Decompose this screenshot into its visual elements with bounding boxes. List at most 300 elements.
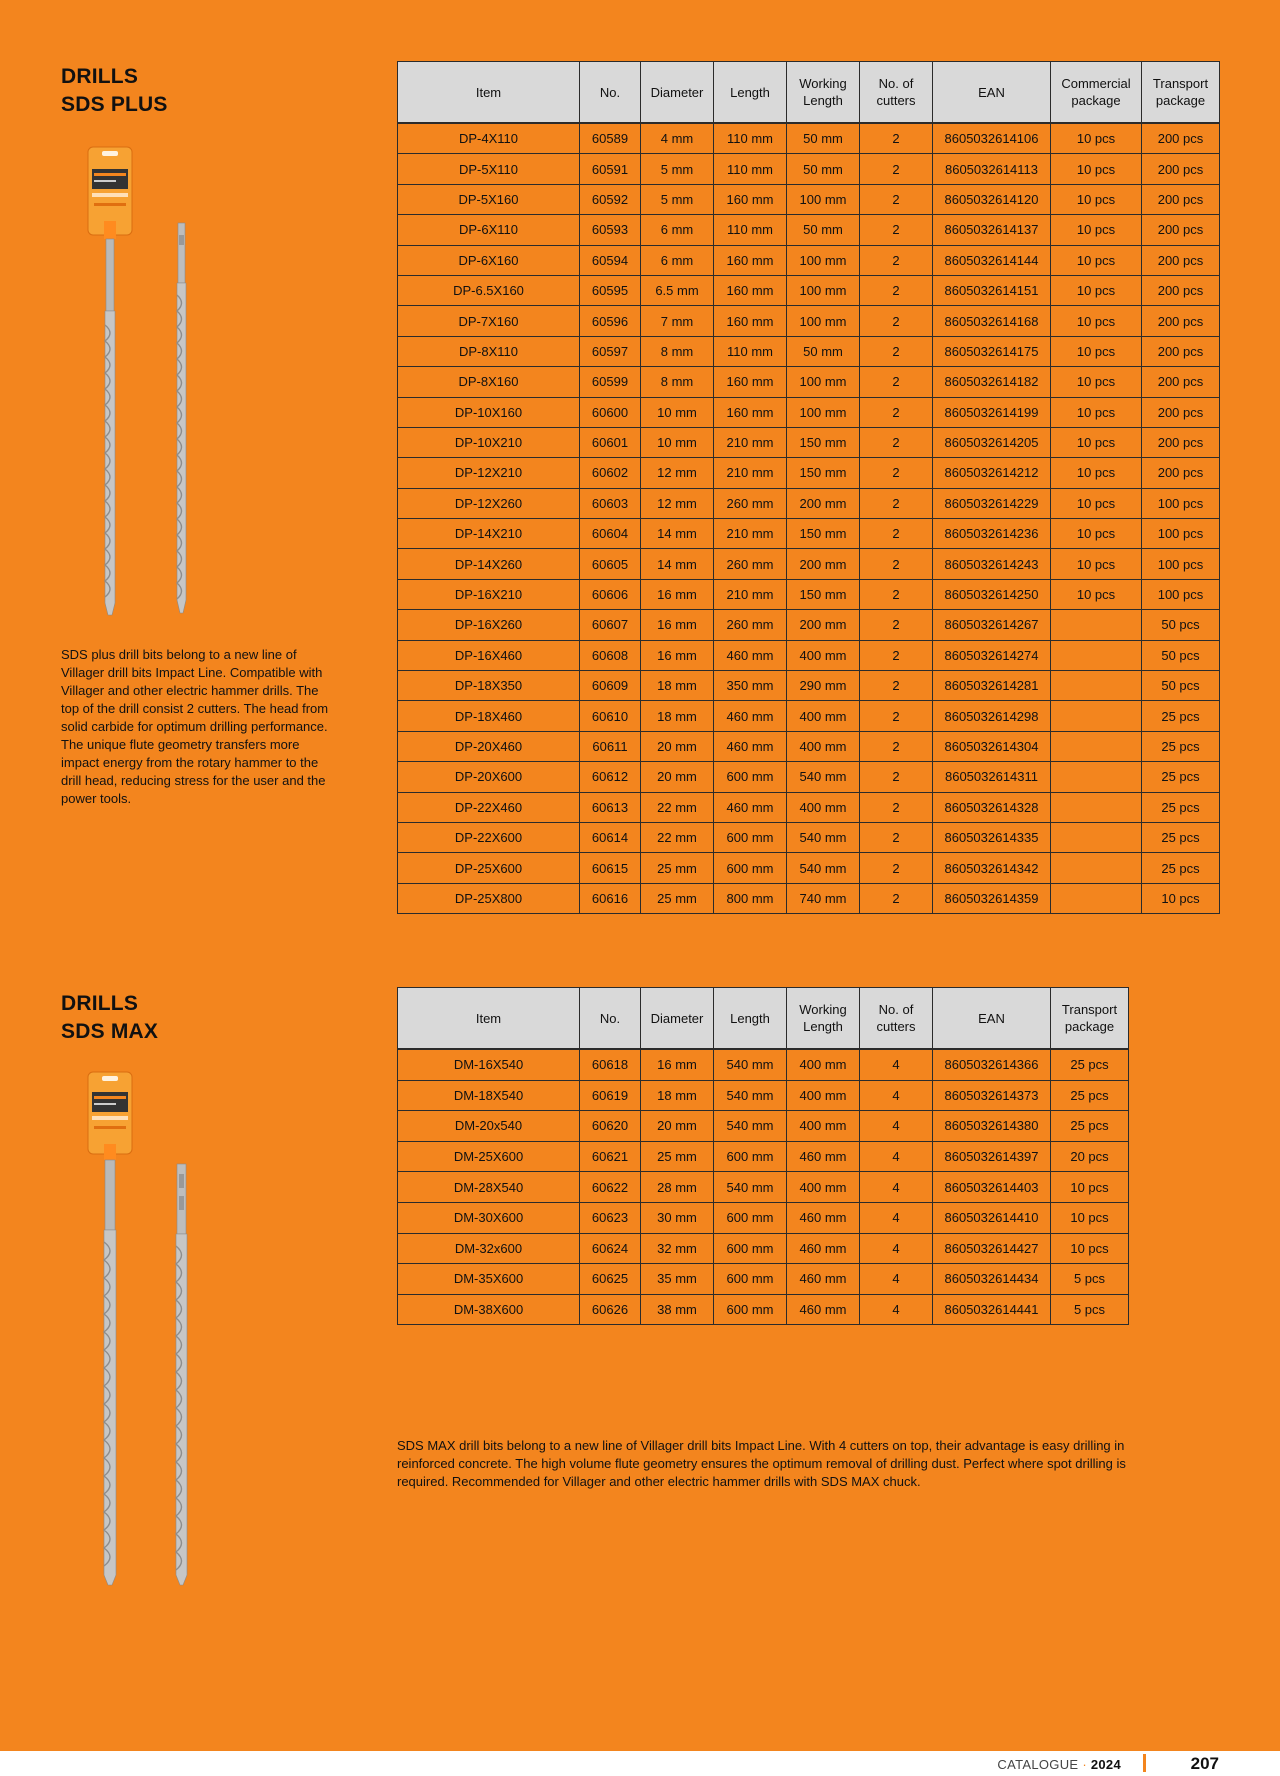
sds-max-table-row xyxy=(398,1080,1129,1111)
sds-plus-table-cell: 460 mm xyxy=(714,701,787,731)
sds-plus-table-cell: 8 mm xyxy=(641,336,714,366)
sds-plus-table-cell: 8605032614106 xyxy=(933,123,1051,154)
sds-plus-table-cell: 14 mm xyxy=(641,519,714,549)
sds-plus-table-cell xyxy=(1051,853,1142,883)
sds-plus-column-header: Working Length xyxy=(787,62,860,124)
sds-plus-table-row xyxy=(398,822,1220,852)
sds-max-column-header: Transport package xyxy=(1051,988,1129,1050)
sds-max-table-cell: 4 xyxy=(860,1080,933,1111)
sds-plus-table-cell: 110 mm xyxy=(714,215,787,245)
sds-max-table-cell: DM-18X540 xyxy=(398,1080,580,1111)
sds-plus-table-cell: 2 xyxy=(860,367,933,397)
sds-plus-table-cell: 16 mm xyxy=(641,579,714,609)
sds-max-title-line2: SDS MAX xyxy=(61,1020,159,1043)
sds-max-column-header: No. xyxy=(580,988,641,1050)
sds-plus-table-cell: 2 xyxy=(860,245,933,275)
sds-plus-table-cell: 60604 xyxy=(580,519,641,549)
sds-plus-table-cell: 10 pcs xyxy=(1051,184,1142,214)
sds-plus-table-cell: 8 mm xyxy=(641,367,714,397)
sds-plus-table-cell: 12 mm xyxy=(641,488,714,518)
sds-plus-table-cell: 50 mm xyxy=(787,154,860,184)
sds-plus-table-cell: 8605032614113 xyxy=(933,154,1051,184)
sds-plus-table-cell: 60609 xyxy=(580,671,641,701)
sds-plus-table-cell: 8605032614250 xyxy=(933,579,1051,609)
sds-plus-table-cell: 60614 xyxy=(580,822,641,852)
sds-plus-table-row xyxy=(398,579,1220,609)
drill-bit-image xyxy=(176,1164,187,1585)
sds-plus-table-cell: 60597 xyxy=(580,336,641,366)
sds-plus-table-row xyxy=(398,549,1220,579)
sds-plus-product-image xyxy=(84,145,204,620)
sds-plus-table-row xyxy=(398,458,1220,488)
sds-plus-table-body xyxy=(398,123,1220,914)
sds-plus-table-cell: 2 xyxy=(860,184,933,214)
sds-max-table-cell: 400 mm xyxy=(787,1172,860,1203)
sds-plus-table-cell: 60613 xyxy=(580,792,641,822)
sds-plus-table-cell: 50 mm xyxy=(787,123,860,154)
sds-plus-table-cell: 25 pcs xyxy=(1142,701,1220,731)
sds-plus-table xyxy=(397,61,1220,914)
sds-plus-table-cell: 60600 xyxy=(580,397,641,427)
sds-max-table-cell: DM-38X600 xyxy=(398,1294,580,1325)
sds-max-table-cell: DM-20x540 xyxy=(398,1111,580,1142)
sds-plus-table-cell: DP-25X600 xyxy=(398,853,580,883)
sds-max-table-cell: 60620 xyxy=(580,1111,641,1142)
sds-plus-table-row xyxy=(398,731,1220,761)
drill-bit-packaged-image xyxy=(88,147,132,615)
sds-max-table-cell: 38 mm xyxy=(641,1294,714,1325)
sds-plus-table-cell xyxy=(1051,671,1142,701)
sds-max-table-cell: 8605032614403 xyxy=(933,1172,1051,1203)
sds-max-table-cell: 20 mm xyxy=(641,1111,714,1142)
sds-plus-table-cell: 2 xyxy=(860,519,933,549)
sds-max-column-header: No. of cutters xyxy=(860,988,933,1050)
sds-plus-table-cell: 25 pcs xyxy=(1142,762,1220,792)
sds-max-table-cell: 600 mm xyxy=(714,1202,787,1233)
sds-max-table-cell: 4 xyxy=(860,1294,933,1325)
sds-max-table-row xyxy=(398,1264,1129,1295)
sds-max-table-cell: 540 mm xyxy=(714,1111,787,1142)
sds-plus-table-cell: DP-14X210 xyxy=(398,519,580,549)
sds-plus-table-cell: DP-16X260 xyxy=(398,610,580,640)
sds-max-table-cell: 4 xyxy=(860,1141,933,1172)
sds-max-table-cell: 540 mm xyxy=(714,1172,787,1203)
sds-max-table-cell: DM-30X600 xyxy=(398,1202,580,1233)
sds-plus-table-cell: 50 mm xyxy=(787,215,860,245)
sds-plus-table-cell: 8605032614311 xyxy=(933,762,1051,792)
sds-plus-table-cell: 100 mm xyxy=(787,306,860,336)
sds-plus-table-cell: 110 mm xyxy=(714,336,787,366)
sds-plus-table-cell: 460 mm xyxy=(714,731,787,761)
sds-plus-table-cell: DP-5X110 xyxy=(398,154,580,184)
sds-plus-table-cell xyxy=(1051,610,1142,640)
sds-plus-table-cell: 400 mm xyxy=(787,701,860,731)
sds-plus-table-cell: DP-10X210 xyxy=(398,427,580,457)
sds-plus-table-cell: 150 mm xyxy=(787,519,860,549)
sds-plus-table-cell: 60606 xyxy=(580,579,641,609)
sds-plus-table-cell: 2 xyxy=(860,215,933,245)
sds-plus-table-cell: 2 xyxy=(860,822,933,852)
sds-max-table-cell: 25 mm xyxy=(641,1141,714,1172)
sds-plus-table-cell: 210 mm xyxy=(714,579,787,609)
sds-plus-table-cell: 25 mm xyxy=(641,883,714,913)
sds-plus-table-cell: DP-6X110 xyxy=(398,215,580,245)
sds-max-table-cell: 16 mm xyxy=(641,1049,714,1080)
sds-plus-table-cell: 60603 xyxy=(580,488,641,518)
sds-max-table-row xyxy=(398,1172,1129,1203)
sds-plus-table-row xyxy=(398,275,1220,305)
sds-plus-table-cell: 25 pcs xyxy=(1142,822,1220,852)
sds-plus-table-row xyxy=(398,610,1220,640)
sds-plus-table-cell: 100 pcs xyxy=(1142,519,1220,549)
sds-plus-table-cell: 600 mm xyxy=(714,762,787,792)
sds-plus-table-cell: 8605032614199 xyxy=(933,397,1051,427)
sds-plus-table-cell: 200 pcs xyxy=(1142,397,1220,427)
sds-plus-table-cell: 2 xyxy=(860,579,933,609)
sds-plus-table-cell: DP-16X460 xyxy=(398,640,580,670)
sds-plus-table-row xyxy=(398,671,1220,701)
sds-plus-table-cell: 10 pcs xyxy=(1142,883,1220,913)
sds-plus-table-cell: DP-6.5X160 xyxy=(398,275,580,305)
sds-plus-table-cell: 160 mm xyxy=(714,245,787,275)
sds-plus-table-cell: 540 mm xyxy=(787,822,860,852)
sds-plus-table-cell: 10 pcs xyxy=(1051,458,1142,488)
sds-max-table-cell: 20 pcs xyxy=(1051,1141,1129,1172)
sds-plus-table-row xyxy=(398,853,1220,883)
sds-plus-table-cell: 150 mm xyxy=(787,579,860,609)
sds-max-table-cell: 60623 xyxy=(580,1202,641,1233)
sds-plus-table-cell: 400 mm xyxy=(787,731,860,761)
sds-max-table-cell: 8605032614397 xyxy=(933,1141,1051,1172)
sds-plus-table-cell: 60591 xyxy=(580,154,641,184)
sds-max-table-cell: 600 mm xyxy=(714,1264,787,1295)
sds-plus-table-cell: 10 pcs xyxy=(1051,488,1142,518)
sds-plus-table-cell: 100 pcs xyxy=(1142,488,1220,518)
sds-max-table-cell: 60625 xyxy=(580,1264,641,1295)
sds-max-description: SDS MAX drill bits belong to a new line of Villager drill bits Impact Line. With 4 cutters on top, their advantage is easy drilling in reinforced concrete. The high volume flute geometry ensures the optimum removal of drilling dust. Perfect where spot drilling is required. Recommended for Villager and other electric hammer drills with SDS MAX chuck. xyxy=(397,1438,1126,1489)
sds-plus-table-cell: 2 xyxy=(860,306,933,336)
sds-plus-table-row xyxy=(398,123,1220,154)
sds-plus-table-cell: DP-20X600 xyxy=(398,762,580,792)
sds-plus-table-cell: DP-5X160 xyxy=(398,184,580,214)
sds-max-column-header: EAN xyxy=(933,988,1051,1050)
sds-plus-table-cell: 200 mm xyxy=(787,610,860,640)
sds-plus-table-cell: 60615 xyxy=(580,853,641,883)
catalogue-year: 2024 xyxy=(1090,1757,1121,1772)
sds-max-table-cell: 18 mm xyxy=(641,1080,714,1111)
sds-plus-table-cell: DP-16X210 xyxy=(398,579,580,609)
sds-max-table-cell: 4 xyxy=(860,1264,933,1295)
sds-plus-table-cell: 60599 xyxy=(580,367,641,397)
sds-plus-table-cell: 10 pcs xyxy=(1051,275,1142,305)
sds-plus-table-cell: 60594 xyxy=(580,245,641,275)
sds-plus-table-cell: 60589 xyxy=(580,123,641,154)
sds-plus-table-cell: 12 mm xyxy=(641,458,714,488)
sds-plus-table-cell: 540 mm xyxy=(787,762,860,792)
sds-plus-table-cell: DP-12X210 xyxy=(398,458,580,488)
sds-plus-table-cell xyxy=(1051,822,1142,852)
sds-plus-table-cell: 2 xyxy=(860,549,933,579)
sds-plus-table-cell: 350 mm xyxy=(714,671,787,701)
sds-max-table xyxy=(397,987,1129,1325)
sds-plus-table-cell: 6 mm xyxy=(641,245,714,275)
sds-max-table-cell: 400 mm xyxy=(787,1111,860,1142)
sds-plus-table-cell: 290 mm xyxy=(787,671,860,701)
sds-plus-table-cell: 2 xyxy=(860,853,933,883)
sds-plus-table-cell: 460 mm xyxy=(714,792,787,822)
sds-plus-table-cell: 110 mm xyxy=(714,154,787,184)
sds-plus-table-cell: 50 pcs xyxy=(1142,610,1220,640)
sds-plus-table-cell: DP-10X160 xyxy=(398,397,580,427)
sds-plus-table-row xyxy=(398,215,1220,245)
sds-plus-table-cell: 16 mm xyxy=(641,610,714,640)
sds-plus-table-cell: 8605032614335 xyxy=(933,822,1051,852)
sds-max-table-cell: 4 xyxy=(860,1172,933,1203)
sds-max-table-cell: 4 xyxy=(860,1202,933,1233)
sds-plus-table-cell: 25 pcs xyxy=(1142,853,1220,883)
sds-plus-table-row xyxy=(398,245,1220,275)
sds-plus-table-cell: DP-18X350 xyxy=(398,671,580,701)
sds-plus-table-row xyxy=(398,184,1220,214)
sds-max-product-image xyxy=(84,1070,204,1590)
sds-plus-table-cell: 60593 xyxy=(580,215,641,245)
sds-plus-column-header: Diameter xyxy=(641,62,714,124)
sds-max-table-cell: 25 pcs xyxy=(1051,1049,1129,1080)
sds-plus-table-cell: 460 mm xyxy=(714,640,787,670)
sds-plus-table-cell: 160 mm xyxy=(714,184,787,214)
sds-max-header-row xyxy=(398,988,1129,1050)
sds-plus-table-cell: 800 mm xyxy=(714,883,787,913)
sds-plus-table-cell: 2 xyxy=(860,397,933,427)
sds-max-table-cell: DM-16X540 xyxy=(398,1049,580,1080)
sds-plus-table-cell: 100 mm xyxy=(787,184,860,214)
sds-max-table-cell: 60621 xyxy=(580,1141,641,1172)
sds-plus-table-cell: 60610 xyxy=(580,701,641,731)
sds-plus-table-cell: 10 pcs xyxy=(1051,519,1142,549)
page-footer xyxy=(0,1751,1280,1776)
sds-max-table-cell: 4 xyxy=(860,1233,933,1264)
catalogue-label xyxy=(997,1757,1121,1772)
sds-plus-table-cell: 10 pcs xyxy=(1051,154,1142,184)
sds-plus-table-cell: 8605032614328 xyxy=(933,792,1051,822)
sds-max-table-cell: 8605032614434 xyxy=(933,1264,1051,1295)
sds-plus-table-cell: 200 pcs xyxy=(1142,154,1220,184)
sds-max-table-cell: 400 mm xyxy=(787,1080,860,1111)
sds-plus-table-cell: 100 mm xyxy=(787,367,860,397)
sds-max-title xyxy=(61,990,158,1046)
sds-plus-title xyxy=(61,63,168,119)
sds-plus-table-cell: 8605032614359 xyxy=(933,883,1051,913)
sds-max-table-cell: 540 mm xyxy=(714,1080,787,1111)
sds-plus-table-cell xyxy=(1051,762,1142,792)
sds-plus-table-cell: 5 mm xyxy=(641,184,714,214)
sds-max-table-cell: 4 xyxy=(860,1049,933,1080)
sds-plus-table-cell: 2 xyxy=(860,792,933,822)
sds-plus-table-cell: 2 xyxy=(860,336,933,366)
sds-plus-table-cell: 60592 xyxy=(580,184,641,214)
sds-plus-table-cell: DP-22X600 xyxy=(398,822,580,852)
sds-plus-table-cell: 10 mm xyxy=(641,427,714,457)
sds-plus-table-cell: 18 mm xyxy=(641,701,714,731)
sds-plus-table-cell: 4 mm xyxy=(641,123,714,154)
sds-max-table-cell: 400 mm xyxy=(787,1049,860,1080)
sds-plus-table-cell: DP-12X260 xyxy=(398,488,580,518)
sds-plus-table-cell: 200 mm xyxy=(787,488,860,518)
sds-max-column-header: Working Length xyxy=(787,988,860,1050)
sds-plus-column-header: Item xyxy=(398,62,580,124)
sds-max-table-cell: 60619 xyxy=(580,1080,641,1111)
sds-plus-table-cell: DP-25X800 xyxy=(398,883,580,913)
sds-max-table-row xyxy=(398,1049,1129,1080)
sds-plus-table-cell: 2 xyxy=(860,123,933,154)
drill-bit-image xyxy=(177,223,186,613)
sds-plus-table-row xyxy=(398,488,1220,518)
sds-max-table-cell: 4 xyxy=(860,1111,933,1142)
sds-plus-column-header: No. xyxy=(580,62,641,124)
sds-plus-table-cell: 160 mm xyxy=(714,367,787,397)
sds-plus-table-cell: 20 mm xyxy=(641,731,714,761)
sds-plus-table-cell: 2 xyxy=(860,427,933,457)
sds-max-table-cell: DM-32x600 xyxy=(398,1233,580,1264)
sds-plus-table-cell: 2 xyxy=(860,762,933,792)
sds-plus-table-cell: DP-18X460 xyxy=(398,701,580,731)
sds-plus-table-cell: 50 pcs xyxy=(1142,640,1220,670)
sds-plus-table-cell: 100 mm xyxy=(787,245,860,275)
sds-plus-table-cell: 8605032614212 xyxy=(933,458,1051,488)
sds-max-table-cell: 460 mm xyxy=(787,1141,860,1172)
sds-plus-table-cell: 8605032614236 xyxy=(933,519,1051,549)
catalogue-separator: · xyxy=(1082,1757,1087,1772)
sds-plus-description: SDS plus drill bits belong to a new line of Villager drill bits Impact Line. Compatible with Villager and other electric hammer drills. The top of the drill consist 2 cutters. The head from solid carbide for optimum drilling performance. The unique flute geometry transfers more impact energy from the rotary hammer to the drill head, reducing stress for the user and the power tools. xyxy=(61,647,329,806)
sds-max-table-cell: 32 mm xyxy=(641,1233,714,1264)
sds-plus-table-cell: 210 mm xyxy=(714,519,787,549)
sds-max-column-header: Item xyxy=(398,988,580,1050)
sds-plus-table-cell: 8605032614267 xyxy=(933,610,1051,640)
sds-plus-table-cell: 160 mm xyxy=(714,397,787,427)
sds-max-table-cell: 25 pcs xyxy=(1051,1080,1129,1111)
sds-max-table-cell: 8605032614373 xyxy=(933,1080,1051,1111)
sds-plus-table-cell: 200 pcs xyxy=(1142,336,1220,366)
sds-plus-table-cell xyxy=(1051,792,1142,822)
sds-plus-table-cell: 2 xyxy=(860,154,933,184)
sds-plus-table-cell: DP-22X460 xyxy=(398,792,580,822)
sds-plus-table-cell: 8605032614144 xyxy=(933,245,1051,275)
sds-plus-table-cell: 2 xyxy=(860,883,933,913)
sds-plus-table-cell: 2 xyxy=(860,640,933,670)
sds-plus-table-cell: 50 pcs xyxy=(1142,671,1220,701)
sds-plus-table-cell: 60602 xyxy=(580,458,641,488)
catalogue-text: CATALOGUE xyxy=(997,1757,1079,1772)
sds-plus-table-cell xyxy=(1051,640,1142,670)
sds-plus-table-cell: 8605032614120 xyxy=(933,184,1051,214)
sds-plus-table-cell: 160 mm xyxy=(714,306,787,336)
sds-plus-table-cell: 540 mm xyxy=(787,853,860,883)
sds-plus-table-row xyxy=(398,640,1220,670)
sds-max-table-row xyxy=(398,1141,1129,1172)
sds-plus-table-cell: 25 pcs xyxy=(1142,731,1220,761)
sds-plus-table-cell xyxy=(1051,883,1142,913)
sds-plus-table-cell: 20 mm xyxy=(641,762,714,792)
sds-plus-table-cell: 100 pcs xyxy=(1142,549,1220,579)
sds-plus-table-cell: 8605032614175 xyxy=(933,336,1051,366)
sds-max-table-row xyxy=(398,1202,1129,1233)
sds-plus-column-header: EAN xyxy=(933,62,1051,124)
sds-max-table-cell: 460 mm xyxy=(787,1202,860,1233)
sds-max-table-cell: DM-25X600 xyxy=(398,1141,580,1172)
sds-plus-table-cell: 400 mm xyxy=(787,792,860,822)
sds-plus-table-cell: 100 pcs xyxy=(1142,579,1220,609)
sds-plus-table-row xyxy=(398,306,1220,336)
sds-plus-table-cell: 60616 xyxy=(580,883,641,913)
sds-max-table-cell: 35 mm xyxy=(641,1264,714,1295)
sds-plus-table-cell: 14 mm xyxy=(641,549,714,579)
sds-plus-table-cell: 6 mm xyxy=(641,215,714,245)
sds-plus-table-cell: 60611 xyxy=(580,731,641,761)
sds-max-table-cell: 600 mm xyxy=(714,1141,787,1172)
sds-plus-table-cell: DP-20X460 xyxy=(398,731,580,761)
sds-plus-table-cell: 10 pcs xyxy=(1051,245,1142,275)
sds-plus-table-cell: 200 pcs xyxy=(1142,367,1220,397)
sds-plus-table-row xyxy=(398,397,1220,427)
sds-plus-table-cell: 210 mm xyxy=(714,427,787,457)
sds-plus-table-cell: 740 mm xyxy=(787,883,860,913)
sds-plus-table-cell: 60607 xyxy=(580,610,641,640)
sds-plus-table-cell: 200 pcs xyxy=(1142,306,1220,336)
sds-plus-table-cell: 8605032614298 xyxy=(933,701,1051,731)
sds-plus-table-cell: 2 xyxy=(860,731,933,761)
sds-plus-table-cell: 6.5 mm xyxy=(641,275,714,305)
sds-plus-table-cell: DP-4X110 xyxy=(398,123,580,154)
sds-max-table-cell: 10 pcs xyxy=(1051,1233,1129,1264)
sds-plus-table-cell: 260 mm xyxy=(714,488,787,518)
sds-max-table-cell: 60622 xyxy=(580,1172,641,1203)
sds-plus-table-cell: 22 mm xyxy=(641,822,714,852)
sds-max-title-line1: DRILLS xyxy=(61,992,139,1015)
sds-plus-table-cell: 8605032614342 xyxy=(933,853,1051,883)
sds-plus-table-cell: 2 xyxy=(860,275,933,305)
sds-plus-table-cell: DP-8X110 xyxy=(398,336,580,366)
sds-plus-table-row xyxy=(398,701,1220,731)
sds-plus-table-row xyxy=(398,883,1220,913)
sds-plus-table-cell: 8605032614274 xyxy=(933,640,1051,670)
sds-plus-table-cell: 8605032614243 xyxy=(933,549,1051,579)
sds-plus-table-cell: 600 mm xyxy=(714,853,787,883)
sds-plus-table-cell: 50 mm xyxy=(787,336,860,366)
sds-plus-table-cell: 10 pcs xyxy=(1051,427,1142,457)
sds-max-table-cell: 8605032614441 xyxy=(933,1294,1051,1325)
sds-max-table-cell: 460 mm xyxy=(787,1233,860,1264)
sds-plus-table-cell: 16 mm xyxy=(641,640,714,670)
sds-plus-table-cell: 210 mm xyxy=(714,458,787,488)
sds-plus-table-cell: 150 mm xyxy=(787,458,860,488)
sds-plus-table-cell: 600 mm xyxy=(714,822,787,852)
sds-max-table-cell: 600 mm xyxy=(714,1233,787,1264)
sds-plus-table-row xyxy=(398,792,1220,822)
sds-plus-table-cell: 100 mm xyxy=(787,397,860,427)
sds-plus-table-cell: 2 xyxy=(860,488,933,518)
sds-max-table-cell: DM-35X600 xyxy=(398,1264,580,1295)
sds-max-table-cell: 30 mm xyxy=(641,1202,714,1233)
sds-plus-column-header: No. of cutters xyxy=(860,62,933,124)
sds-plus-table-cell: DP-14X260 xyxy=(398,549,580,579)
sds-plus-table-cell: 260 mm xyxy=(714,549,787,579)
sds-max-table-cell: 8605032614366 xyxy=(933,1049,1051,1080)
sds-plus-table-cell: 10 pcs xyxy=(1051,367,1142,397)
sds-max-table-row xyxy=(398,1294,1129,1325)
sds-plus-table-cell xyxy=(1051,701,1142,731)
sds-plus-table-cell xyxy=(1051,731,1142,761)
sds-max-table-cell: 10 pcs xyxy=(1051,1172,1129,1203)
